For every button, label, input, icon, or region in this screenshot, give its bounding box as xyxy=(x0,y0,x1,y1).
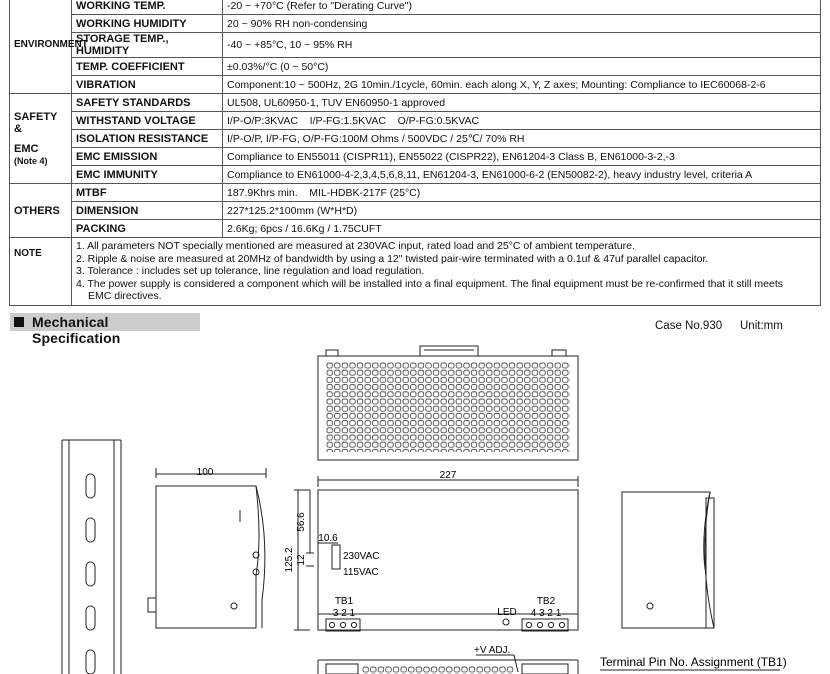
tb1-screw xyxy=(329,622,334,627)
spec-item: EMC EMISSION xyxy=(72,148,223,166)
spec-value: Compliance to EN61000-4-2,3,4,5,6,8,11, EN61204-3, EN61000-6-2 (EN50082-2), heavy industry level, criteria A xyxy=(223,166,821,184)
spec-value: 187.9Khrs min. MIL-HDBK-217F (25°C) xyxy=(223,184,821,202)
tb2-block xyxy=(522,619,568,631)
spec-value: 20 ~ 90% RH non-condensing xyxy=(223,15,821,33)
top-clip xyxy=(326,350,338,356)
tb1-block xyxy=(326,619,360,631)
unit-label: Unit:mm xyxy=(740,320,783,332)
bottom-terminal xyxy=(522,664,568,674)
spec-item: PACKING xyxy=(72,220,223,238)
category-safety-line1: SAFETY & xyxy=(14,110,58,135)
tb2-screw xyxy=(559,622,564,627)
note-line: 4. The power supply is considered a component which will be installed into a final equipment. The final equipment must be re-confirmed that it still meets xyxy=(76,277,783,290)
rail-slot xyxy=(86,474,95,498)
spec-value: 2.6Kg; 6pcs / 16.6Kg / 1.75CUFT xyxy=(223,220,821,238)
top-view xyxy=(318,346,578,460)
note-line: 1. All parameters NOT specially mentioned are measured at 230VAC input, rated load and 25°C of ambient temperature. xyxy=(76,240,635,252)
label-tb1-pins: 3 2 1 xyxy=(332,608,356,619)
rail-slot xyxy=(86,650,95,674)
vent-grid xyxy=(326,362,570,452)
rail-slot xyxy=(86,562,95,586)
tb1-screw xyxy=(340,622,345,627)
side-curve xyxy=(256,486,265,628)
top-clip xyxy=(552,350,566,356)
label-tb1: TB1 xyxy=(334,596,354,607)
dim-12: 12 xyxy=(296,554,307,566)
label-115vac: 115VAC xyxy=(343,567,379,578)
side-view-right xyxy=(600,492,780,670)
spec-value: ±0.03%/°C (0 ~ 50°C) xyxy=(223,58,821,76)
label-tb2: TB2 xyxy=(536,596,556,607)
spec-item: WITHSTAND VOLTAGE xyxy=(72,112,223,130)
rail-slot xyxy=(86,606,95,630)
label-vadj: +V ADJ. xyxy=(474,645,511,656)
rail-slot xyxy=(86,518,95,542)
right-outline xyxy=(622,492,710,628)
category-environment: ENVIRONMENT xyxy=(10,0,72,94)
top-clip xyxy=(420,346,478,356)
terminal-assignment-title: Terminal Pin No. Assignment (TB1) xyxy=(600,655,787,669)
spec-item: STORAGE TEMP., HUMIDITY xyxy=(72,33,223,58)
label-led: LED xyxy=(497,607,517,618)
spec-item: WORKING TEMP. xyxy=(72,0,223,15)
vadj-leader xyxy=(514,655,518,672)
category-safety-line3: (Note 4) xyxy=(14,155,48,166)
din-rail xyxy=(62,440,121,674)
side-outline xyxy=(156,486,259,628)
spec-item: WORKING HUMIDITY xyxy=(72,15,223,33)
dim-56: 56.6 xyxy=(296,512,307,532)
tb2-screw xyxy=(526,622,531,627)
tb2-screw xyxy=(548,622,553,627)
note-line-cont: EMC directives. xyxy=(88,290,162,303)
spec-value: -20 ~ +70°C (Refer to "Derating Curve") xyxy=(223,0,821,15)
note-line: 3. Tolerance : includes set up tolerance, line regulation and load regulation. xyxy=(76,265,425,278)
note-line: 2. Ripple & noise are measured at 20MHz of bandwidth by using a 12" twisted pair-wire terminated with a 0.1uf & 47uf parallel capacitor. xyxy=(76,252,709,265)
dim-10-6: 10.6 xyxy=(318,533,338,544)
spec-item: TEMP. COEFFICIENT xyxy=(72,58,223,76)
spec-item: SAFETY STANDARDS xyxy=(72,94,223,112)
dim-depth: 100 xyxy=(196,467,214,478)
spec-value: I/P-O/P:3KVAC I/P-FG:1.5KVAC O/P-FG:0.5KVAC xyxy=(223,112,821,130)
spec-item: VIBRATION xyxy=(72,76,223,94)
spec-value: -40 ~ +85°C, 10 ~ 95% RH xyxy=(223,33,821,58)
category-safety-line2: EMC xyxy=(14,142,39,155)
category-others: OTHERS xyxy=(10,184,72,238)
spec-value: I/P-O/P, I/P-FG, O/P-FG:100M Ohms / 500VDC / 25℃/ 70% RH xyxy=(223,130,821,148)
led-indicator xyxy=(503,619,509,625)
label-tb2-pins: 4 3 2 1 xyxy=(530,608,562,619)
spec-item: ISOLATION RESISTANCE xyxy=(72,130,223,148)
dim-width: 227 xyxy=(439,470,457,481)
category-note: NOTE xyxy=(10,238,72,306)
side-view-left xyxy=(148,468,266,628)
bottom-vent xyxy=(362,666,514,674)
tb1-screw xyxy=(351,622,356,627)
voltage-switch xyxy=(332,545,340,569)
spec-value: Component:10 ~ 500Hz, 2G 10min./1cycle, 60min. each along X, Y, Z axes; Mounting: Compliance to IEC60068-2-6 xyxy=(223,76,821,94)
spec-item: EMC IMMUNITY xyxy=(72,166,223,184)
bottom-view xyxy=(318,655,578,674)
spec-item: DIMENSION xyxy=(72,202,223,220)
spec-value: UL508, UL60950-1, TUV EN60950-1 approved xyxy=(223,94,821,112)
spec-value: 227*125.2*100mm (W*H*D) xyxy=(223,202,821,220)
side-clip xyxy=(148,598,156,612)
dim-height: 125.2 xyxy=(284,547,295,573)
spec-value: Compliance to EN55011 (CISPR11), EN55022 (CISPR22), EN61204-3 Class B, EN61000-3-2,-3 xyxy=(223,148,821,166)
tb2-screw xyxy=(537,622,542,627)
bottom-terminal xyxy=(326,664,358,674)
label-230vac: 230VAC xyxy=(343,551,380,562)
case-number: Case No.930 xyxy=(655,320,723,332)
screw-icon xyxy=(647,603,653,609)
section-title: Mechanical Specification xyxy=(32,314,121,346)
screw-icon xyxy=(231,603,237,609)
spec-item: MTBF xyxy=(72,184,223,202)
